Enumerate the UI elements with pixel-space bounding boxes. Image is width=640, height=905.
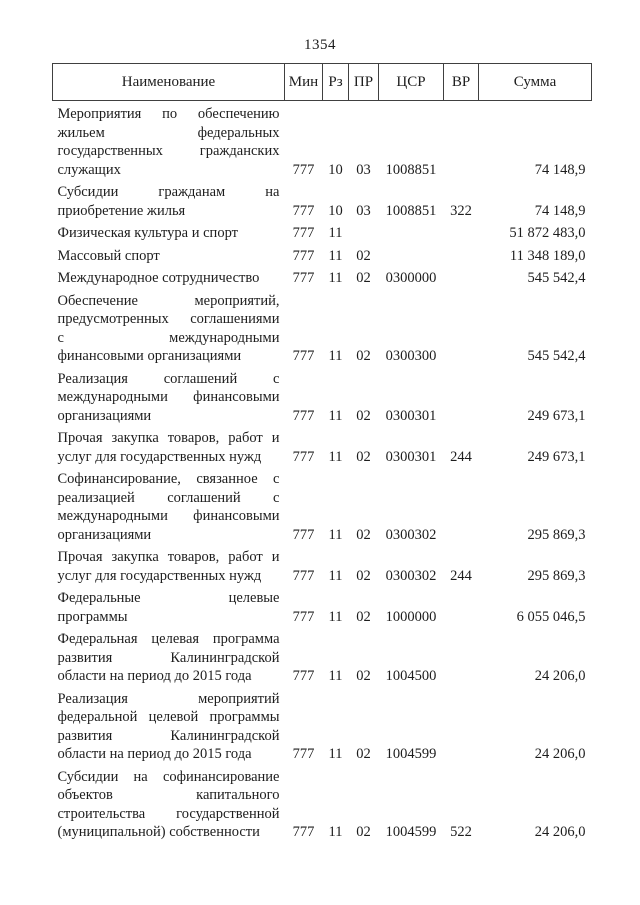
cell-name [53, 288, 285, 366]
cell-pr-code: 02 [356, 526, 371, 543]
cell-min-code: 777 [292, 526, 315, 543]
name-line: развития Калининградской [57, 727, 280, 744]
cell-csr-code: 1004599 [385, 746, 437, 762]
cell-rz-code: 10 [328, 161, 343, 178]
cell-vr-code [444, 466, 479, 544]
name-line: (муниципальной) собственности [57, 824, 260, 840]
name-line: Обеспечение мероприятий, [57, 292, 280, 309]
cell-sum-value: 249 673,1 [527, 407, 586, 424]
table-row [53, 179, 592, 220]
column-header-pr: ПР [349, 64, 379, 101]
cell-vr-code [444, 366, 479, 426]
cell-pr-code: 03 [356, 202, 371, 219]
cell-name [53, 366, 285, 426]
cell-sum-value: 24 206,0 [534, 746, 586, 762]
name-line: государственных гражданских [57, 143, 280, 159]
column-header-sum: Сумма [479, 64, 592, 101]
name-line: услуг для государственных нужд [57, 567, 262, 584]
cell-vr-code: 522 [450, 824, 472, 840]
table-row [53, 288, 592, 366]
column-header-csr: ЦСР [379, 64, 444, 101]
name-line: организациями [57, 526, 152, 543]
cell-sum-value: 74 148,9 [534, 202, 586, 219]
cell-name [53, 466, 285, 544]
name-line: Реализация соглашений с [57, 370, 280, 387]
cell-csr-code [379, 243, 444, 266]
table-row [53, 366, 592, 426]
cell-pr-code: 02 [356, 567, 371, 584]
cell-pr-code: 02 [356, 668, 371, 684]
cell-min-code: 777 [292, 824, 315, 840]
cell-rz-code: 11 [328, 448, 343, 465]
cell-min-code: 777 [292, 270, 315, 286]
cell-vr-code: 244 [450, 567, 472, 584]
cell-pr-code: 03 [356, 161, 371, 178]
cell-vr-code [444, 243, 479, 266]
name-line: предусмотренных соглашениями [57, 311, 280, 327]
cell-sum-value: 24 206,0 [534, 824, 586, 840]
column-header-min: Мин [285, 64, 323, 101]
cell-csr-code: 1004500 [385, 668, 437, 684]
cell-vr-code [444, 288, 479, 366]
table-header-row [53, 64, 592, 101]
column-header-rz: Рз [323, 64, 349, 101]
name-line: Субсидии гражданам на [57, 184, 280, 200]
cell-name [53, 220, 285, 243]
cell-name [53, 764, 285, 842]
name-line: международными финансовыми [57, 508, 280, 524]
name-line: Субсидии на софинансирование [57, 768, 280, 785]
cell-csr-code: 0300302 [385, 526, 437, 543]
name-line: Мероприятия по обеспечению [57, 106, 280, 122]
table-row [53, 243, 592, 266]
cell-vr-code: 322 [450, 202, 472, 219]
cell-csr-code: 0300000 [385, 270, 437, 286]
budget-table [52, 63, 592, 842]
name-line: развития Калининградской [57, 649, 280, 666]
cell-sum-value: 74 148,9 [534, 161, 586, 178]
cell-name [53, 243, 285, 266]
name-line: финансовыми организациями [57, 348, 242, 364]
cell-sum-value: 24 206,0 [534, 668, 586, 684]
name-line: Массовый спорт [57, 247, 160, 264]
cell-min-code: 777 [292, 202, 315, 219]
cell-csr-code: 0300300 [385, 348, 437, 364]
name-line: с международными [57, 329, 280, 346]
table-row [53, 585, 592, 626]
name-line: реализацией соглашений с [57, 489, 280, 506]
cell-min-code: 777 [292, 567, 315, 584]
cell-rz-code: 11 [328, 247, 343, 264]
table-row [53, 101, 592, 180]
cell-pr-code: 02 [356, 348, 371, 364]
cell-name [53, 585, 285, 626]
name-line: Прочая закупка товаров, работ и [57, 430, 280, 446]
name-line: организациями [57, 407, 152, 424]
cell-vr-code [444, 265, 479, 288]
cell-pr-code: 02 [356, 448, 371, 465]
cell-rz-code: 11 [328, 746, 343, 762]
name-line: Реализация мероприятий [57, 690, 280, 707]
cell-min-code: 777 [292, 407, 315, 424]
name-line: международными финансовыми [57, 389, 280, 405]
name-line: услуг для государственных нужд [57, 448, 262, 465]
cell-sum-value: 51 872 483,0 [509, 225, 586, 241]
table-row [53, 466, 592, 544]
cell-sum-value: 11 348 189,0 [509, 247, 586, 264]
cell-name [53, 265, 285, 288]
cell-min-code: 777 [292, 247, 315, 264]
cell-name [53, 179, 285, 220]
cell-rz-code: 11 [328, 407, 343, 424]
cell-rz-code: 10 [328, 202, 343, 219]
cell-pr-code: 02 [356, 407, 371, 424]
column-header-vr: ВР [444, 64, 479, 101]
cell-pr-code: 02 [356, 270, 371, 286]
cell-pr-code [349, 220, 379, 243]
cell-pr-code: 02 [356, 746, 371, 762]
cell-csr-code: 0300302 [385, 567, 437, 584]
cell-rz-code: 11 [328, 567, 343, 584]
cell-rz-code: 11 [328, 668, 343, 684]
name-line: Прочая закупка товаров, работ и [57, 549, 280, 565]
cell-vr-code [444, 220, 479, 243]
cell-sum-value: 295 869,3 [527, 567, 586, 584]
table-row [53, 626, 592, 686]
cell-csr-code: 1000000 [385, 608, 437, 625]
cell-vr-code [444, 686, 479, 764]
cell-sum-value: 545 542,4 [527, 270, 586, 286]
name-line: области на период до 2015 года [57, 746, 252, 762]
table-row [53, 686, 592, 764]
cell-vr-code [444, 626, 479, 686]
cell-sum-value: 249 673,1 [527, 448, 586, 465]
cell-rz-code: 11 [328, 348, 343, 364]
cell-min-code: 777 [292, 161, 315, 178]
cell-pr-code: 02 [356, 608, 371, 625]
cell-min-code: 777 [292, 348, 315, 364]
name-line: Физическая культура и спорт [57, 225, 238, 241]
cell-csr-code: 1008851 [385, 202, 437, 219]
cell-csr-code: 1004599 [385, 824, 437, 840]
cell-name [53, 544, 285, 585]
column-header-name: Наименование [53, 64, 285, 101]
cell-vr-code [444, 585, 479, 626]
cell-min-code: 777 [292, 608, 315, 625]
table-row [53, 425, 592, 466]
cell-csr-code: 1008851 [385, 161, 437, 178]
cell-min-code: 777 [292, 225, 315, 241]
cell-pr-code: 02 [356, 247, 371, 264]
name-line: Международное сотрудничество [57, 270, 260, 286]
cell-name [53, 626, 285, 686]
name-line: объектов капитального [57, 787, 280, 803]
cell-name [53, 101, 285, 180]
cell-rz-code: 11 [328, 270, 343, 286]
name-line: федеральной целевой программы [57, 709, 280, 725]
cell-csr-code: 0300301 [385, 407, 437, 424]
name-line: области на период до 2015 года [57, 668, 252, 684]
cell-rz-code: 11 [328, 526, 343, 543]
cell-min-code: 777 [292, 448, 315, 465]
table-body [53, 101, 592, 842]
cell-name [53, 425, 285, 466]
cell-vr-code: 244 [450, 448, 472, 465]
name-line: приобретение жилья [57, 202, 186, 219]
name-line: программы [57, 608, 128, 625]
cell-sum-value: 6 055 046,5 [516, 608, 586, 625]
cell-pr-code: 02 [356, 824, 371, 840]
table-row [53, 544, 592, 585]
name-line: жильем федеральных [57, 124, 280, 141]
name-line: Федеральная целевая программа [57, 631, 280, 647]
table-row [53, 220, 592, 243]
table-row [53, 764, 592, 842]
table-header [53, 64, 592, 101]
cell-vr-code [444, 101, 479, 180]
name-line: служащих [57, 161, 121, 178]
cell-min-code: 777 [292, 746, 315, 762]
cell-rz-code: 11 [328, 225, 343, 241]
cell-csr-code: 0300301 [385, 448, 437, 465]
cell-sum-value: 295 869,3 [527, 526, 586, 543]
cell-rz-code: 11 [328, 824, 343, 840]
table-row [53, 265, 592, 288]
cell-sum-value: 545 542,4 [527, 348, 586, 364]
name-line: Федеральные целевые [57, 590, 280, 606]
page-number: 1354 [304, 37, 336, 53]
name-line: Софинансирование, связанное с [57, 471, 280, 487]
name-line: строительства государственной [57, 805, 280, 822]
cell-name [53, 686, 285, 764]
cell-min-code: 777 [292, 668, 315, 684]
cell-rz-code: 11 [328, 608, 343, 625]
cell-csr-code [379, 220, 444, 243]
